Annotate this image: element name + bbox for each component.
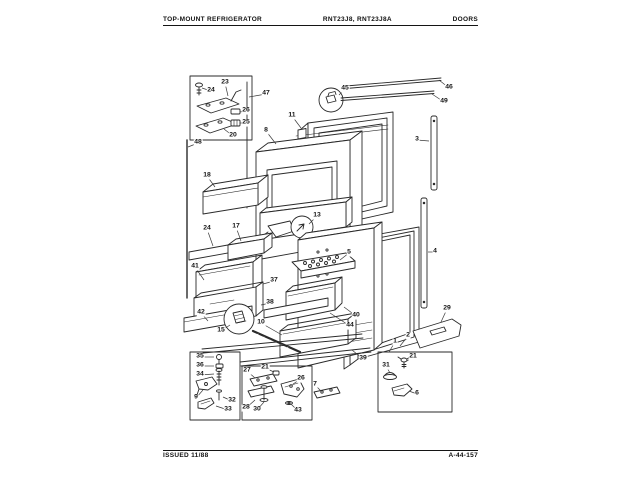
callout-48: 48 <box>194 138 202 146</box>
callout-26: 26 <box>242 106 250 114</box>
callout-15: 15 <box>217 326 225 334</box>
callout-18: 18 <box>203 171 211 179</box>
callout-42: 42 <box>197 308 205 316</box>
callout-9: 9 <box>194 393 198 401</box>
callout-25: 25 <box>242 118 250 126</box>
footer-rule <box>163 450 478 451</box>
callout-26: 26 <box>297 374 305 382</box>
callout-5: 5 <box>347 248 351 256</box>
callout-11: 11 <box>288 111 296 119</box>
callout-44: 44 <box>346 321 354 329</box>
callout-30: 30 <box>253 405 261 413</box>
callout-3: 3 <box>415 135 419 143</box>
callout-24: 24 <box>207 86 215 94</box>
callout-41: 41 <box>191 262 199 270</box>
callout-43: 43 <box>294 406 302 414</box>
callout-47: 47 <box>262 89 270 97</box>
footer-issued-date: ISSUED 11/88 <box>163 452 209 459</box>
callout-23: 23 <box>221 78 229 86</box>
footer-page-number: A-44-157 <box>448 452 478 459</box>
callout-17: 17 <box>232 222 240 230</box>
callout-37: 37 <box>270 276 278 284</box>
callout-1: 1 <box>393 337 397 345</box>
callout-10: 10 <box>257 318 265 326</box>
callout-35: 35 <box>196 352 204 360</box>
callout-2: 2 <box>406 331 410 339</box>
callout-33: 33 <box>224 405 232 413</box>
callout-8: 8 <box>264 126 268 134</box>
callout-46: 46 <box>445 83 453 91</box>
callout-36: 36 <box>196 361 204 369</box>
callout-27: 27 <box>243 366 251 374</box>
callout-13: 13 <box>313 211 321 219</box>
callout-49: 49 <box>440 97 448 105</box>
callout-20: 20 <box>229 131 237 139</box>
page-footer <box>163 452 478 459</box>
callout-39: 39 <box>359 354 367 362</box>
callout-32: 32 <box>228 396 236 404</box>
callout-31: 31 <box>382 361 390 369</box>
callout-29: 29 <box>443 304 451 312</box>
callout-7: 7 <box>313 380 317 388</box>
callout-21: 21 <box>261 363 269 371</box>
header-model-numbers: RNT23J8, RNT23J8A <box>322 16 392 23</box>
callout-28: 28 <box>242 403 250 411</box>
callout-6: 6 <box>415 389 419 397</box>
header-page-title: DOORS <box>452 16 478 23</box>
callout-24: 24 <box>203 224 211 232</box>
callout-34: 34 <box>196 370 204 378</box>
callout-21: 21 <box>409 352 417 360</box>
callout-45: 45 <box>341 84 349 92</box>
callout-40: 40 <box>352 311 360 319</box>
callout-38: 38 <box>266 298 274 306</box>
callout-4: 4 <box>433 247 437 255</box>
header-section-title: TOP-MOUNT REFRIGERATOR <box>163 16 263 23</box>
